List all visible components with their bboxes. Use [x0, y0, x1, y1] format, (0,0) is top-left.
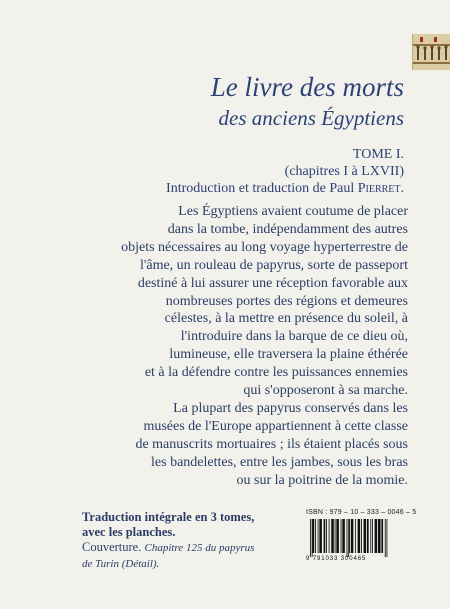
blurb-line: lumineuse, elle traversera la plaine éthérée: [169, 347, 408, 363]
book-title: Le livre des morts: [210, 72, 404, 102]
blurb-line: musées de l'Europe appartiennent à cette classe: [143, 418, 408, 434]
papyrus-figures-icon: [413, 34, 450, 70]
intro-credit: [166, 180, 404, 197]
cover-label: Couverture.: [82, 540, 142, 554]
translation-note-2: avec les planches.: [82, 525, 176, 539]
cover-detail: Chapitre 125 du papyrus: [144, 542, 255, 554]
cover-detail-2: de Turin (Détail).: [82, 558, 160, 570]
blurb-line: de manuscrits mortuaires ; ils étaient placés sous: [135, 436, 408, 452]
book-meta: [166, 146, 404, 197]
tome-label: TOME I.: [352, 147, 404, 162]
author-surname: Pierret: [357, 181, 401, 196]
blurb-line: dans la tombe, indépendamment des autres: [167, 221, 408, 237]
blurb-line: objets nécessaires au long voyage hyperterrestre de: [121, 239, 408, 255]
blurb-line: Les Égyptiens avaient coutume de placer: [178, 204, 408, 219]
edition-info: [82, 510, 272, 572]
blurb-line: qui s'opposeront à sa marche.: [243, 383, 408, 399]
barcode-icon: [306, 519, 406, 557]
isbn-block: [306, 509, 417, 562]
blurb-line: célestes, à la mettre en présence du soleil, à: [164, 311, 408, 327]
translation-note-1: Traduction intégrale en 3 tomes,: [82, 510, 255, 524]
cover-credit: [82, 540, 272, 556]
chapters-range: (chapitres I à LXVII): [284, 164, 404, 179]
papyrus-detail-image: [412, 34, 450, 70]
blurb-line: et à la défendre contre les puissances ennemies: [144, 365, 408, 381]
blurb-line: ou sur la poitrine de la momie.: [236, 472, 408, 488]
blurb-paragraph: [72, 203, 408, 490]
barcode-digits: 9 791033 300465: [306, 556, 367, 562]
intro-suffix: .: [400, 181, 404, 196]
blurb-line: l'introduire dans la barque de ce dieu où,: [180, 329, 408, 345]
book-subtitle: des anciens Égyptiens: [218, 106, 404, 130]
blurb-line: les bandelettes, entre les jambes, sous les bras: [151, 454, 408, 470]
isbn-text: ISBN : 979 – 10 – 333 – 0046 – 5: [306, 509, 417, 516]
blurb-line: La plupart des papyrus conservés dans les: [173, 400, 408, 416]
cover-credit-2: [82, 556, 272, 572]
blurb-line: l'âme, un rouleau de papyrus, sorte de passeport: [139, 257, 408, 273]
blurb-line: destiné à lui assurer une réception favorable aux: [137, 275, 408, 291]
blurb-line: nombreuses portes des régions et demeures: [165, 293, 408, 309]
intro-prefix: Introduction et traduction de Paul: [166, 181, 358, 196]
